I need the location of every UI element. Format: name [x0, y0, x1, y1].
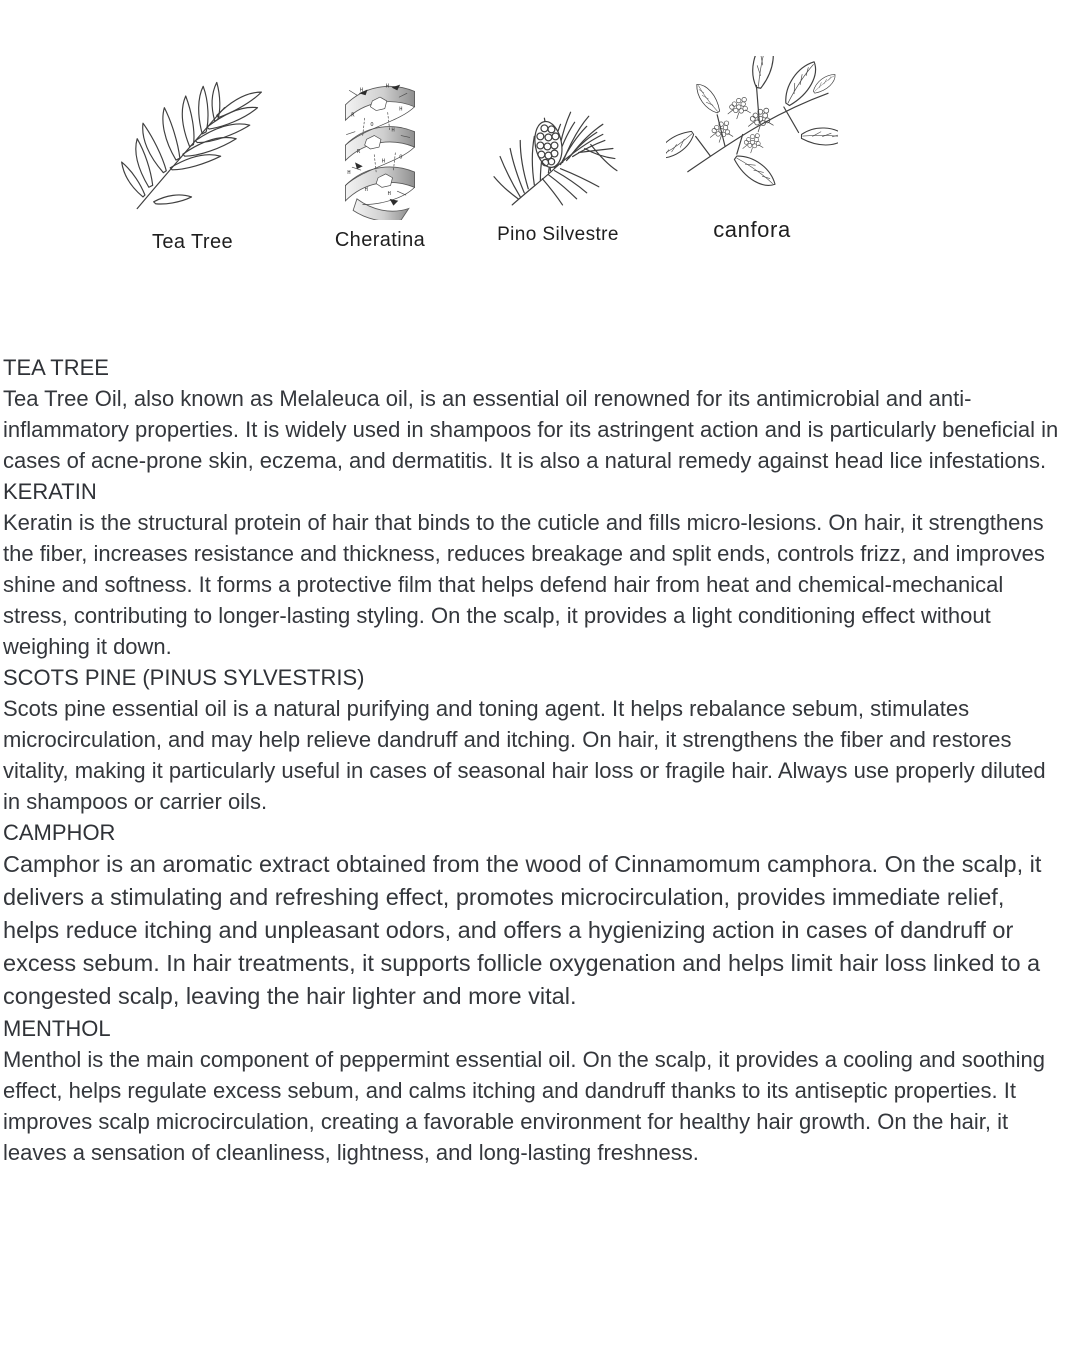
figure-caption-keratin: Cheratina [334, 229, 426, 251]
section-body-keratin: Keratin is the structural protein of hair that binds to the cuticle and fills micro-lesions. On hair, it strengthens the fiber, increases resistance and thickness, reduces breakage and split ends, controls frizz, and improves shine and softness. It forms a protective film that helps defend hair from heat and chemical-mechanical stress, contributing to longer-lasting styling. On the scalp, it provides a light conditioning effect without weighing it down. [3, 510, 1045, 659]
section-tea-tree [3, 352, 1067, 476]
pine-branch-cone-icon [490, 84, 626, 215]
svg-text:H: H [385, 83, 389, 90]
svg-text:H: H [381, 158, 386, 165]
section-keratin [3, 476, 1067, 662]
ingredient-illustrations-row [0, 0, 1080, 270]
ingredient-descriptions [3, 352, 1067, 1168]
tea-tree-sprig-icon [110, 70, 275, 222]
section-body-scots-pine: Scots pine essential oil is a natural purifying and toning agent. It helps rebalance sebum, stimulates microcirculation, and may help relieve dandruff and itching. On hair, it strengthens the fiber and restores vitality, making it particularly useful in cases of seasonal hair loss or fragile hair. Always use properly diluted in shampoos or carrier oils. [3, 696, 1046, 814]
svg-text:R: R [356, 148, 361, 155]
section-heading-camphor: CAMPHOR [3, 820, 116, 845]
figure-keratin [323, 76, 437, 252]
section-scots-pine [3, 662, 1067, 817]
figure-tea-tree [105, 70, 280, 254]
svg-text:O: O [370, 121, 374, 128]
camphor-branch-icon [666, 56, 838, 208]
svg-text:H: H [364, 187, 368, 194]
figure-camphor [663, 56, 841, 243]
figure-caption-camphor: canfora [713, 217, 791, 242]
section-body-tea-tree: Tea Tree Oil, also known as Melaleuca oil, is an essential oil renowned for its antimicrobial and anti-inflammatory properties. It is widely used in shampoos for its astringent action and is particularly beneficial in cases of acne-prone skin, eczema, and dermatitis. It is also a natural remedy against head lice infestations. [3, 386, 1059, 473]
section-camphor [3, 817, 1067, 1013]
figure-caption-pine: Pino Silvestre [497, 224, 619, 245]
svg-text:H: H [399, 106, 403, 113]
section-heading-scots-pine: SCOTS PINE (PINUS SYLVESTRIS) [3, 665, 365, 690]
svg-text:H: H [387, 191, 391, 198]
section-menthol [3, 1013, 1067, 1168]
section-body-menthol: Menthol is the main component of peppermint essential oil. On the scalp, it provides a cooling and soothing effect, helps regulate excess sebum, and calms itching and dandruff thanks to its antiseptic properties. It improves scalp microcirculation, creating a favorable environment for healthy hair growth. On the hair, it leaves a sensation of cleanliness, lightness, and long-lasting freshness. [3, 1047, 1045, 1165]
svg-text:R: R [351, 112, 355, 119]
section-heading-tea-tree: TEA TREE [3, 355, 109, 380]
keratin-helix-icon [328, 76, 432, 220]
figure-caption-tea-tree: Tea Tree [151, 231, 234, 253]
svg-text:O: O [399, 154, 403, 161]
section-heading-keratin: KERATIN [3, 479, 97, 504]
section-heading-menthol: MENTHOL [3, 1016, 111, 1041]
section-body-camphor: Camphor is an aromatic extract obtained from the wood of Cinnamomum camphora. On the scalp, it delivers a stimulating and refreshing effect, promotes microcirculation, provides immediate relief, helps reduce itching and unpleasant odors, and offers a hygienizing action in cases of dandruff or excess sebum. In hair treatments, it supports follicle oxygenation and helps limit hair loss linked to a congested scalp, leaving the hair lighter and more vital. [3, 851, 1042, 1009]
figure-pine [488, 84, 628, 246]
svg-text:H: H [347, 169, 351, 176]
svg-text:H: H [391, 127, 395, 134]
svg-text:H: H [359, 87, 364, 94]
